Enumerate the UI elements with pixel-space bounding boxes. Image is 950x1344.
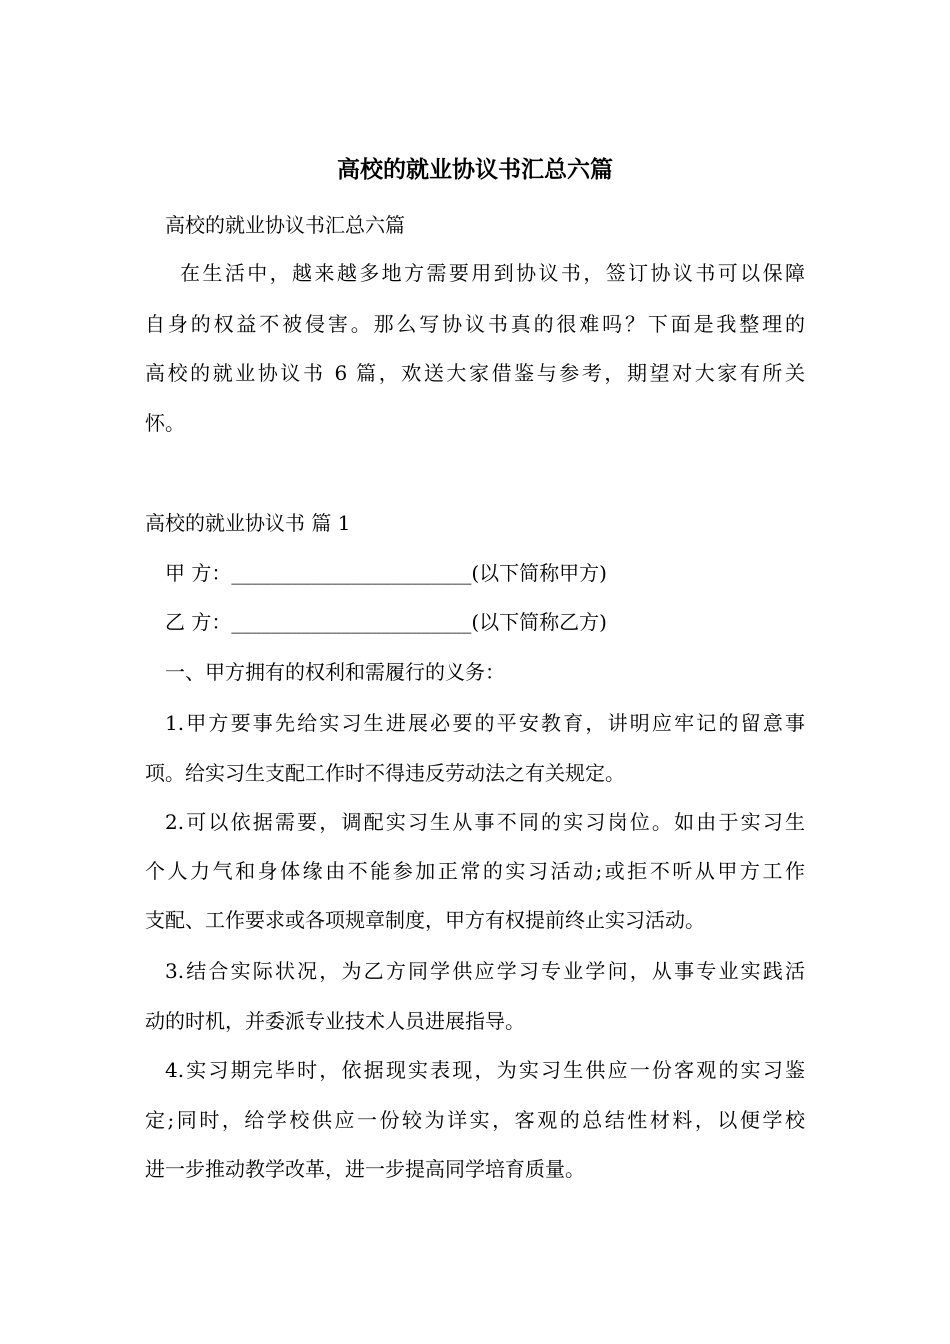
clause-line: 3.结合实际状况，为乙方同学供应学习专业学问，从事专业实践活: [165, 959, 805, 983]
party-b-line: 乙 方：________________________(以下简称乙方): [165, 610, 607, 634]
clause-line: 进一步推动教学改革，进一步提高同学培育质量。: [145, 1157, 585, 1181]
intro-line: 在生活中，越来越多地方需要用到协议书，签订协议书可以保障: [180, 261, 805, 285]
clause-line: 个人力气和身体缘由不能参加正常的实习活动;或拒不听从甲方工作: [145, 859, 805, 883]
intro-line: 自身的权益不被侵害。那么写协议书真的很难吗？下面是我整理的: [145, 312, 805, 336]
party-a-line: 甲 方：________________________(以下简称甲方): [165, 561, 607, 585]
clause-heading: 一、甲方拥有的权利和需履行的义务：: [165, 660, 505, 684]
document-subtitle: 高校的就业协议书汇总六篇: [165, 213, 405, 237]
clause-line: 2.可以依据需要，调配实习生从事不同的实习岗位。如由于实习生: [165, 810, 805, 834]
document-title: 高校的就业协议书汇总六篇: [337, 156, 613, 183]
intro-line: 高校的就业协议书 6 篇，欢送大家借鉴与参考，期望对大家有所关: [145, 361, 805, 385]
clause-line: 定;同时，给学校供应一份较为详实，客观的总结性材料，以便学校: [145, 1108, 805, 1132]
clause-line: 支配、工作要求或各项规章制度，甲方有权提前终止实习活动。: [145, 908, 705, 932]
section-heading: 高校的就业协议书 篇 1: [145, 511, 351, 535]
clause-line: 4.实习期完毕时，依据现实表现，为实习生供应一份客观的实习鉴: [165, 1058, 805, 1082]
clause-line: 1.甲方要事先给实习生进展必要的平安教育，讲明应牢记的留意事: [165, 711, 805, 735]
clause-line: 动的时机，并委派专业技术人员进展指导。: [145, 1009, 525, 1033]
intro-line: 怀。: [145, 411, 185, 435]
clause-line: 项。给实习生支配工作时不得违反劳动法之有关规定。: [145, 761, 625, 785]
